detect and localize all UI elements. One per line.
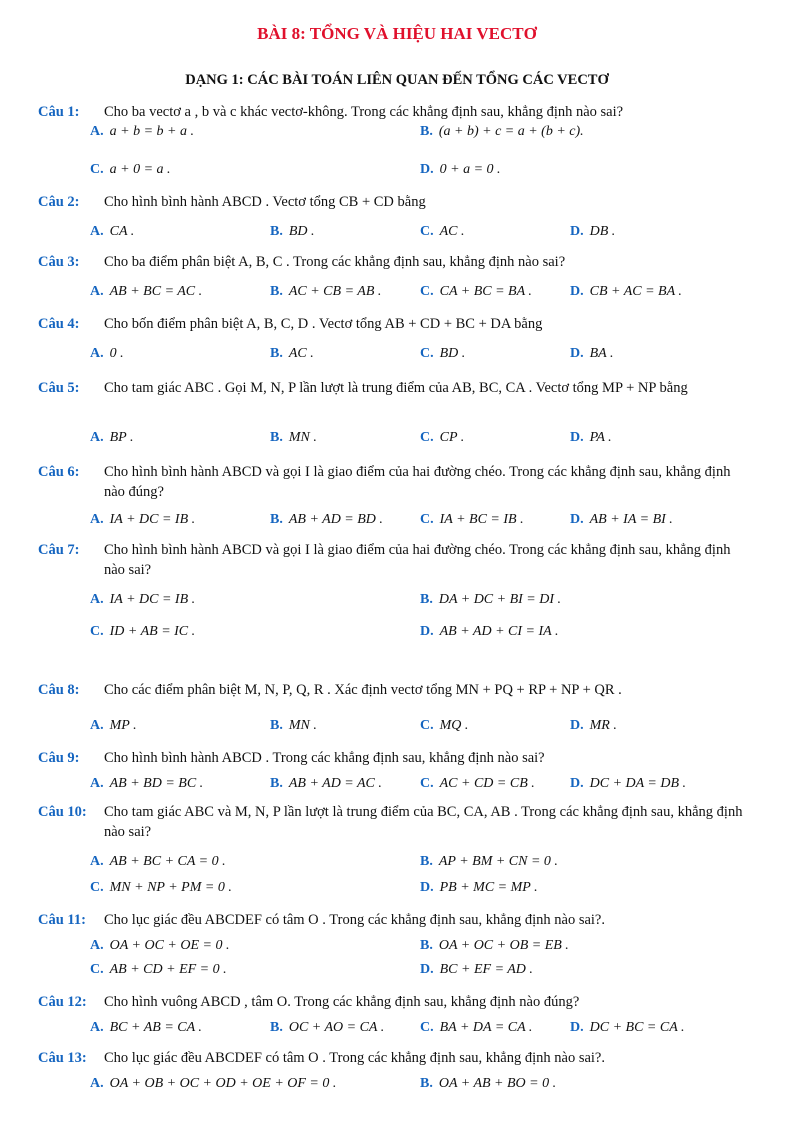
question-text: Cho các điểm phân biệt M, N, P, Q, R . Xác định vectơ tổng MN + PQ + RP + NP + QR . xyxy=(104,682,622,698)
option-letter: B. xyxy=(270,776,283,791)
answer-option[interactable] xyxy=(420,512,524,528)
question-text: Cho tam giác ABC và M, N, P lần lượt là trung điểm của BC, CA, AB . Trong các khẳng định sau, khẳng định nào sai? xyxy=(104,804,743,840)
question-text: Cho bốn điểm phân biệt A, B, C, D . Vectơ tổng AB + CD + BC + DA bằng xyxy=(104,316,543,332)
option-letter: D. xyxy=(570,776,584,791)
answer-option[interactable] xyxy=(90,938,230,954)
option-text: AB + BC + CA = 0 . xyxy=(109,854,226,869)
option-text: OA + OC + OE = 0 . xyxy=(109,938,230,953)
option-text: ID + AB = IC . xyxy=(109,624,196,639)
option-letter: C. xyxy=(420,718,434,733)
question-text: Cho hình bình hành ABCD . Vectơ tổng CB + CD bằng xyxy=(104,194,426,210)
answer-option[interactable] xyxy=(270,224,315,240)
option-text: AC . xyxy=(439,224,465,239)
option-text: AC + CD = CB . xyxy=(439,776,535,791)
option-letter: B. xyxy=(420,938,433,953)
option-letter: A. xyxy=(90,124,104,139)
answer-option[interactable] xyxy=(90,346,124,362)
option-letter: D. xyxy=(420,962,434,977)
answer-option[interactable] xyxy=(420,938,569,954)
answer-option[interactable] xyxy=(90,512,195,528)
option-text: IA + DC = IB . xyxy=(109,592,196,607)
option-letter: B. xyxy=(270,430,283,445)
option-text: IA + DC = IB . xyxy=(109,512,196,527)
option-letter: B. xyxy=(270,1020,283,1035)
option-letter: B. xyxy=(270,346,283,361)
answer-option[interactable] xyxy=(570,430,612,446)
answer-option[interactable] xyxy=(270,718,317,734)
question-label: Câu 3: xyxy=(38,254,80,270)
question-label: Câu 4: xyxy=(38,316,80,332)
option-letter: A. xyxy=(90,1020,104,1035)
option-text: DC + DA = DB . xyxy=(589,776,687,791)
option-text: BP . xyxy=(109,430,134,445)
answer-option[interactable] xyxy=(420,1076,556,1092)
option-text: DA + DC + BI = DI . xyxy=(438,592,562,607)
option-letter: C. xyxy=(420,776,434,791)
option-letter: C. xyxy=(420,346,434,361)
answer-option[interactable] xyxy=(270,1020,384,1036)
option-text: BA + DA = CA . xyxy=(439,1020,533,1035)
question-label: Câu 11: xyxy=(38,912,86,928)
answer-option[interactable] xyxy=(420,346,465,362)
option-text: OC + AO = CA . xyxy=(288,1020,385,1035)
answer-option[interactable] xyxy=(420,430,464,446)
answer-option[interactable] xyxy=(90,854,226,870)
answer-option[interactable] xyxy=(90,624,195,640)
option-letter: C. xyxy=(420,430,434,445)
option-text: MR . xyxy=(589,718,617,733)
option-letter: C. xyxy=(420,512,434,527)
option-text: IA + BC = IB . xyxy=(439,512,524,527)
question-text: Cho hình bình hành ABCD và gọi I là giao điểm của hai đường chéo. Trong các khẳng định sau, khẳng định nào đúng? xyxy=(104,464,731,500)
option-letter: C. xyxy=(420,224,434,239)
option-text: (a + b) + c = a + (b + c). xyxy=(438,124,584,139)
question-text: Cho ba vectơ a , b và c khác vectơ-không. Trong các khẳng định sau, khẳng định nào sai? xyxy=(104,104,624,120)
answer-option[interactable] xyxy=(270,430,317,446)
option-letter: A. xyxy=(90,512,104,527)
answer-option[interactable] xyxy=(90,284,202,300)
option-letter: C. xyxy=(90,962,104,977)
answer-option[interactable] xyxy=(570,776,686,792)
option-text: AP + BM + CN = 0 . xyxy=(438,854,558,869)
lesson-name: TỔNG VÀ HIỆU HAI VECTƠ xyxy=(309,24,537,43)
option-letter: D. xyxy=(570,1020,584,1035)
option-letter: A. xyxy=(90,430,104,445)
question-label: Câu 6: xyxy=(38,464,80,480)
option-text: 0 . xyxy=(109,346,124,361)
question-label: Câu 8: xyxy=(38,682,80,698)
option-letter: C. xyxy=(90,624,104,639)
answer-option[interactable] xyxy=(90,718,137,734)
option-letter: C. xyxy=(420,1020,434,1035)
answer-option[interactable] xyxy=(90,776,203,792)
option-text: AB + BD = BC . xyxy=(109,776,204,791)
option-letter: C. xyxy=(90,162,104,177)
answer-option[interactable] xyxy=(420,284,532,300)
question-label: Câu 1: xyxy=(38,104,80,120)
answer-option[interactable] xyxy=(420,592,561,608)
answer-option[interactable] xyxy=(420,854,558,870)
option-letter: A. xyxy=(90,938,104,953)
answer-option[interactable] xyxy=(90,224,134,240)
question-label: Câu 5: xyxy=(38,380,80,396)
option-text: AB + AD + CI = IA . xyxy=(439,624,559,639)
answer-option[interactable] xyxy=(270,512,383,528)
option-letter: B. xyxy=(270,512,283,527)
option-text: AB + AD = BD . xyxy=(288,512,383,527)
answer-option[interactable] xyxy=(90,162,171,178)
question-text: Cho tam giác ABC . Gọi M, N, P lần lượt là trung điểm của AB, BC, CA . Vectơ tổng MP + NP bằng xyxy=(104,380,688,396)
option-letter: B. xyxy=(270,284,283,299)
answer-option[interactable] xyxy=(420,124,584,140)
option-letter: A. xyxy=(90,1076,104,1091)
option-text: OA + AB + BO = 0 . xyxy=(438,1076,557,1091)
option-letter: B. xyxy=(420,1076,433,1091)
lesson-number: BÀI 8: xyxy=(257,24,306,43)
option-letter: A. xyxy=(90,224,104,239)
answer-option[interactable] xyxy=(90,592,195,608)
answer-option[interactable] xyxy=(90,430,133,446)
option-letter: A. xyxy=(90,284,104,299)
option-letter: A. xyxy=(90,854,104,869)
option-text: MN + NP + PM = 0 . xyxy=(109,880,232,895)
answer-option[interactable] xyxy=(420,776,535,792)
question-label: Câu 7: xyxy=(38,542,80,558)
answer-option[interactable] xyxy=(420,624,558,640)
question-text: Cho ba điểm phân biệt A, B, C . Trong các khẳng định sau, khẳng định nào sai? xyxy=(104,254,566,270)
option-text: MN . xyxy=(288,718,317,733)
lesson-title xyxy=(0,24,794,44)
answer-option[interactable] xyxy=(90,880,232,896)
option-text: DB . xyxy=(589,224,616,239)
answer-option[interactable] xyxy=(570,224,615,240)
option-text: CA + BC = BA . xyxy=(439,284,532,299)
option-letter: A. xyxy=(90,346,104,361)
option-text: BC + AB = CA . xyxy=(109,1020,202,1035)
answer-option[interactable] xyxy=(90,1020,202,1036)
option-letter: D. xyxy=(570,346,584,361)
option-text: MN . xyxy=(288,430,317,445)
option-text: MP . xyxy=(109,718,137,733)
option-text: MQ . xyxy=(439,718,469,733)
option-text: DC + BC = CA . xyxy=(589,1020,685,1035)
answer-option[interactable] xyxy=(270,284,381,300)
option-text: AB + BC = AC . xyxy=(109,284,203,299)
option-letter: A. xyxy=(90,776,104,791)
option-text: AB + IA = BI . xyxy=(589,512,673,527)
option-text: OA + OB + OC + OD + OE + OF = 0 . xyxy=(109,1076,337,1091)
option-text: a + b = b + a . xyxy=(109,124,194,139)
option-letter: A. xyxy=(90,592,104,607)
option-text: PB + MC = MP . xyxy=(439,880,538,895)
answer-option[interactable] xyxy=(420,1020,532,1036)
option-letter: D. xyxy=(570,430,584,445)
option-letter: B. xyxy=(420,124,433,139)
option-text: CA . xyxy=(109,224,135,239)
option-text: a + 0 = a . xyxy=(109,162,171,177)
option-letter: B. xyxy=(420,854,433,869)
question-text: Cho lục giác đều ABCDEF có tâm O . Trong các khẳng định sau, khẳng định nào sai?. xyxy=(104,1050,605,1066)
question-text: Cho hình bình hành ABCD . Trong các khẳng định sau, khẳng định nào sai? xyxy=(104,750,545,766)
option-text: AB + CD + EF = 0 . xyxy=(109,962,227,977)
option-text: AC + CB = AB . xyxy=(288,284,382,299)
answer-option[interactable] xyxy=(420,224,465,240)
answer-option[interactable] xyxy=(420,162,501,178)
section-subtitle: DẠNG 1: CÁC BÀI TOÁN LIÊN QUAN ĐẾN TỔNG CÁC VECTƠ xyxy=(185,72,609,88)
option-text: CB + AC = BA . xyxy=(589,284,682,299)
answer-option[interactable] xyxy=(90,124,194,140)
option-letter: D. xyxy=(570,224,584,239)
question-text: Cho lục giác đều ABCDEF có tâm O . Trong các khẳng định sau, khẳng định nào sai?. xyxy=(104,912,605,928)
answer-option[interactable] xyxy=(270,776,382,792)
option-letter: B. xyxy=(270,718,283,733)
option-text: BD . xyxy=(288,224,315,239)
option-letter: D. xyxy=(570,284,584,299)
answer-option[interactable] xyxy=(420,880,538,896)
question-text: Cho hình bình hành ABCD và gọi I là giao điểm của hai đường chéo. Trong các khẳng định sau, khẳng định nào sai? xyxy=(104,542,731,578)
question-label: Câu 2: xyxy=(38,194,80,210)
option-text: AB + AD = AC . xyxy=(288,776,382,791)
option-letter: D. xyxy=(570,718,584,733)
option-letter: C. xyxy=(420,284,434,299)
option-letter: D. xyxy=(420,624,434,639)
option-letter: D. xyxy=(420,162,434,177)
option-letter: A. xyxy=(90,718,104,733)
answer-option[interactable] xyxy=(570,512,673,528)
answer-option[interactable] xyxy=(570,346,613,362)
option-letter: B. xyxy=(420,592,433,607)
question-label: Câu 9: xyxy=(38,750,80,766)
answer-option[interactable] xyxy=(570,1020,685,1036)
option-text: BD . xyxy=(439,346,466,361)
option-letter: D. xyxy=(420,880,434,895)
answer-option[interactable] xyxy=(270,346,314,362)
question-label: Câu 10: xyxy=(38,804,87,820)
option-text: AC . xyxy=(288,346,314,361)
question-text: Cho hình vuông ABCD , tâm O. Trong các khẳng định sau, khẳng định nào đúng? xyxy=(104,994,580,1010)
answer-option[interactable] xyxy=(570,284,682,300)
option-text: PA . xyxy=(589,430,612,445)
option-letter: D. xyxy=(570,512,584,527)
option-text: CP . xyxy=(439,430,465,445)
option-letter: C. xyxy=(90,880,104,895)
question-label: Câu 13: xyxy=(38,1050,87,1066)
answer-option[interactable] xyxy=(420,962,533,978)
answer-option[interactable] xyxy=(570,718,617,734)
option-text: 0 + a = 0 . xyxy=(439,162,501,177)
answer-option[interactable] xyxy=(90,1076,336,1092)
option-text: BA . xyxy=(589,346,614,361)
option-letter: B. xyxy=(270,224,283,239)
answer-option[interactable] xyxy=(90,962,227,978)
answer-option[interactable] xyxy=(420,718,468,734)
option-text: BC + EF = AD . xyxy=(439,962,533,977)
question-label: Câu 12: xyxy=(38,994,87,1010)
option-text: OA + OC + OB = EB . xyxy=(438,938,569,953)
